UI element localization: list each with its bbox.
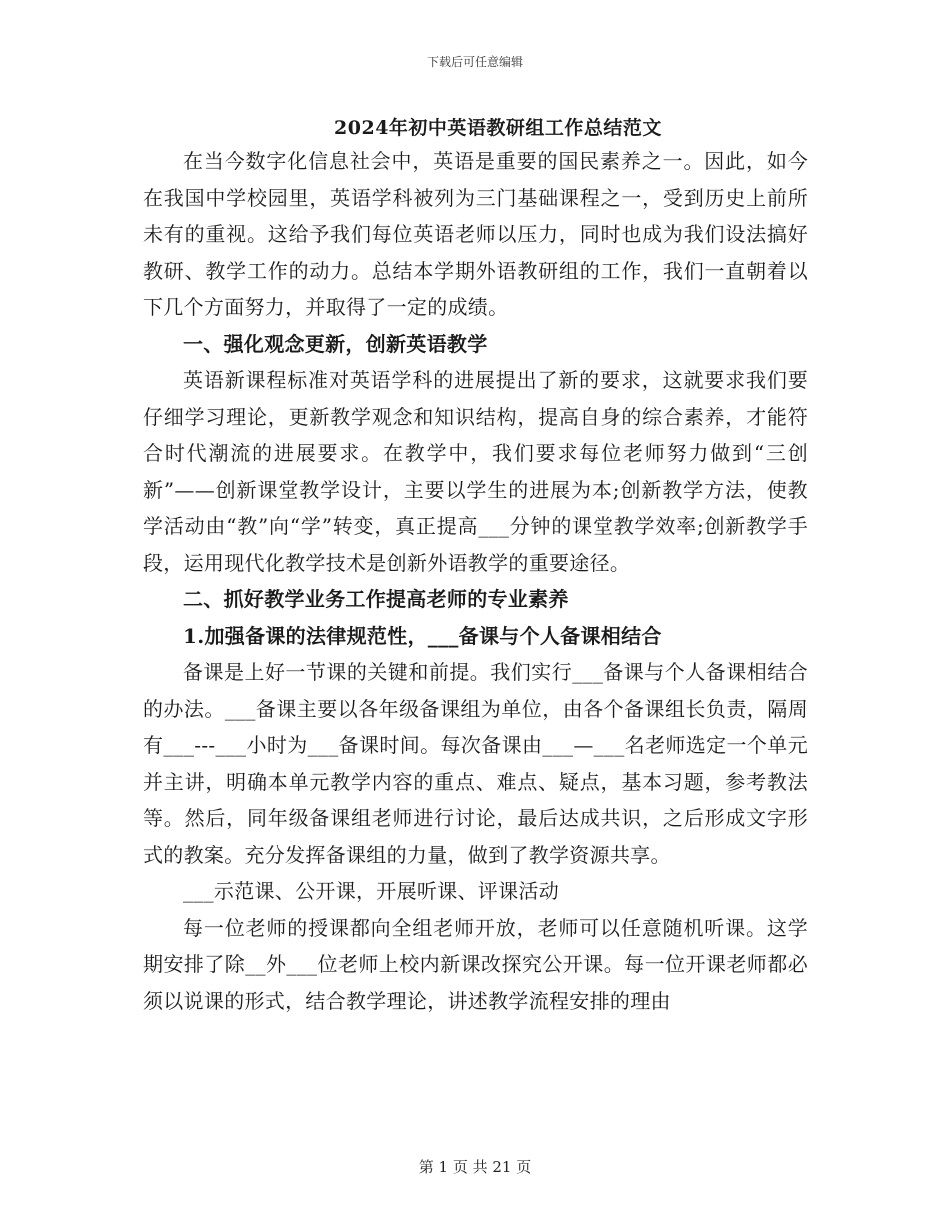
document-title: 2024年初中英语教研组工作总结范文 — [334, 117, 662, 139]
paragraph-lesson-prep: 备课是上好一节课的关键和前提。我们实行___备课与个人备课相结合的办法。___备课主要以各年级备课组为单位，由各个备课组长负责，隔周有___---___小时为___备课时间。每次备课由___—___名老师选定一个单元并主讲，明确本单元教学内容的重点、难点、疑点，基本习题，参考教法等。然后，同年级备课组老师进行讨论，最后达成共识，之后形成文字形式的教案。充分发挥备课组的力量，做到了教学资源共享。 — [143, 660, 808, 867]
subheading-2-2: ___示范课、公开课，开展听课、评课活动 — [183, 879, 559, 903]
paragraph-section-1: 英语新课程标准对英语学科的进展提出了新的要求，这就要求我们要仔细学习理论，更新教学观念和知识结构，提高自身的综合素养，才能符合时代潮流的进展要求。在教学中，我们要求每位老师努力做到“三创新”——创新课堂教学设计，主要以学生的进展为本;创新教学方法，使教学活动由“教”向“学”转变，真正提高___分钟的课堂教学效率;创新教学手段，运用现代化教学技术是创新外语教学的重要途径。 — [143, 368, 808, 575]
document-body — [143, 143, 808, 1019]
heading-section-1: 一、强化观念更新，创新英语教学 — [183, 331, 488, 356]
page-footer: 第 1 页 共 21 页 — [418, 1158, 532, 1176]
heading-section-2: 二、抓好教学业务工作提高老师的专业素养 — [183, 587, 569, 611]
paragraph-intro: 在当今数字化信息社会中，英语是重要的国民素养之一。因此，如今在我国中学校园里，英语学科被列为三门基础课程之一，受到历史上前所未有的重视。这给予我们每位英语老师以压力，同时也成为我们设法搞好教研、教学工作的动力。总结本学期外语教研组的工作，我们一直朝着以下几个方面努力，并取得了一定的成绩。 — [143, 149, 808, 319]
subheading-2-1: 1.加强备课的法律规范性，___备课与个人备课相结合 — [183, 623, 662, 648]
paragraph-open-class: 每一位老师的授课都向全组老师开放，老师可以任意随机听课。这学期安排了除__外___位老师上校内新课改探究公开课。每一位开课老师都必须以说课的形式，结合教学理论，讲述教学流程安排的理由 — [143, 915, 808, 1013]
header-note: 下载后可任意编辑 — [426, 55, 523, 69]
